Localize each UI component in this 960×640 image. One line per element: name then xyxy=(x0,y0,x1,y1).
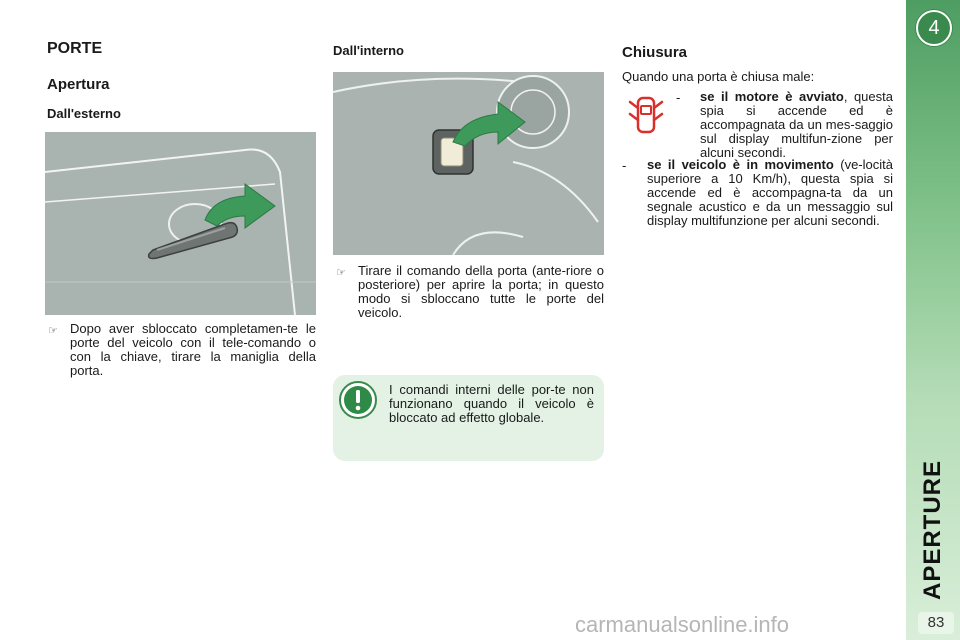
exterior-handle-illustration xyxy=(45,132,316,315)
exterior-door-drawing xyxy=(45,132,316,315)
interior-handle-illustration xyxy=(333,72,604,255)
page-title: PORTE xyxy=(47,40,103,57)
closing-item-engine xyxy=(700,90,893,160)
closing-item-moving xyxy=(647,158,893,228)
closing-item-moving-text: (ve-locità superiore a 10 Km/h), questa spia si accende ed è accompagna-ta da un segnale acustico e da un messaggio sul display multifunzione per alcuni secondi. xyxy=(647,157,893,228)
closing-item-engine-bold: se il motore è avviato xyxy=(700,89,844,104)
closing-heading: Chiusura xyxy=(622,44,688,61)
pointing-hand-icon: ☞ xyxy=(336,267,346,279)
closing-item-dash: - xyxy=(676,90,681,105)
closing-item-moving-bold: se il veicolo è in movimento xyxy=(647,157,834,172)
closing-item-engine-text: , questa spia si accende ed è accompagnata da un mes-saggio sul display multifun-zione per alcuni secondi. xyxy=(700,89,893,160)
pointing-hand-icon: ☞ xyxy=(48,325,58,337)
interior-door-drawing xyxy=(333,72,604,255)
watermark: carmanualsonline.info xyxy=(575,612,790,637)
outside-instruction: Dopo aver sbloccato completamen-te le porte del veicolo con il tele-comando o con la chiave, tirare la maniglia della porta. xyxy=(70,321,316,378)
door-open-warning-icon xyxy=(628,94,664,138)
chapter-title: APERTURE xyxy=(919,459,946,601)
closing-intro: Quando una porta è chiusa male: xyxy=(622,69,815,84)
closing-item-dash: - xyxy=(622,158,627,173)
chapter-number-badge: 4 xyxy=(916,10,952,46)
inside-instruction: Tirare il comando della porta (ante-riore o posteriore) per aprire la porta; in questo modo si sbloccano tutte le porte del veicolo. xyxy=(358,263,604,320)
inside-heading: Dall'interno xyxy=(333,43,404,58)
exclamation-icon xyxy=(338,380,378,420)
opening-heading: Apertura xyxy=(47,76,110,93)
warning-note-text: I comandi interni delle por-te non funzionano quando il veicolo è bloccato ad effetto globale. xyxy=(389,382,594,425)
page-number: 83 xyxy=(918,612,954,634)
outside-heading: Dall'esterno xyxy=(47,106,121,121)
